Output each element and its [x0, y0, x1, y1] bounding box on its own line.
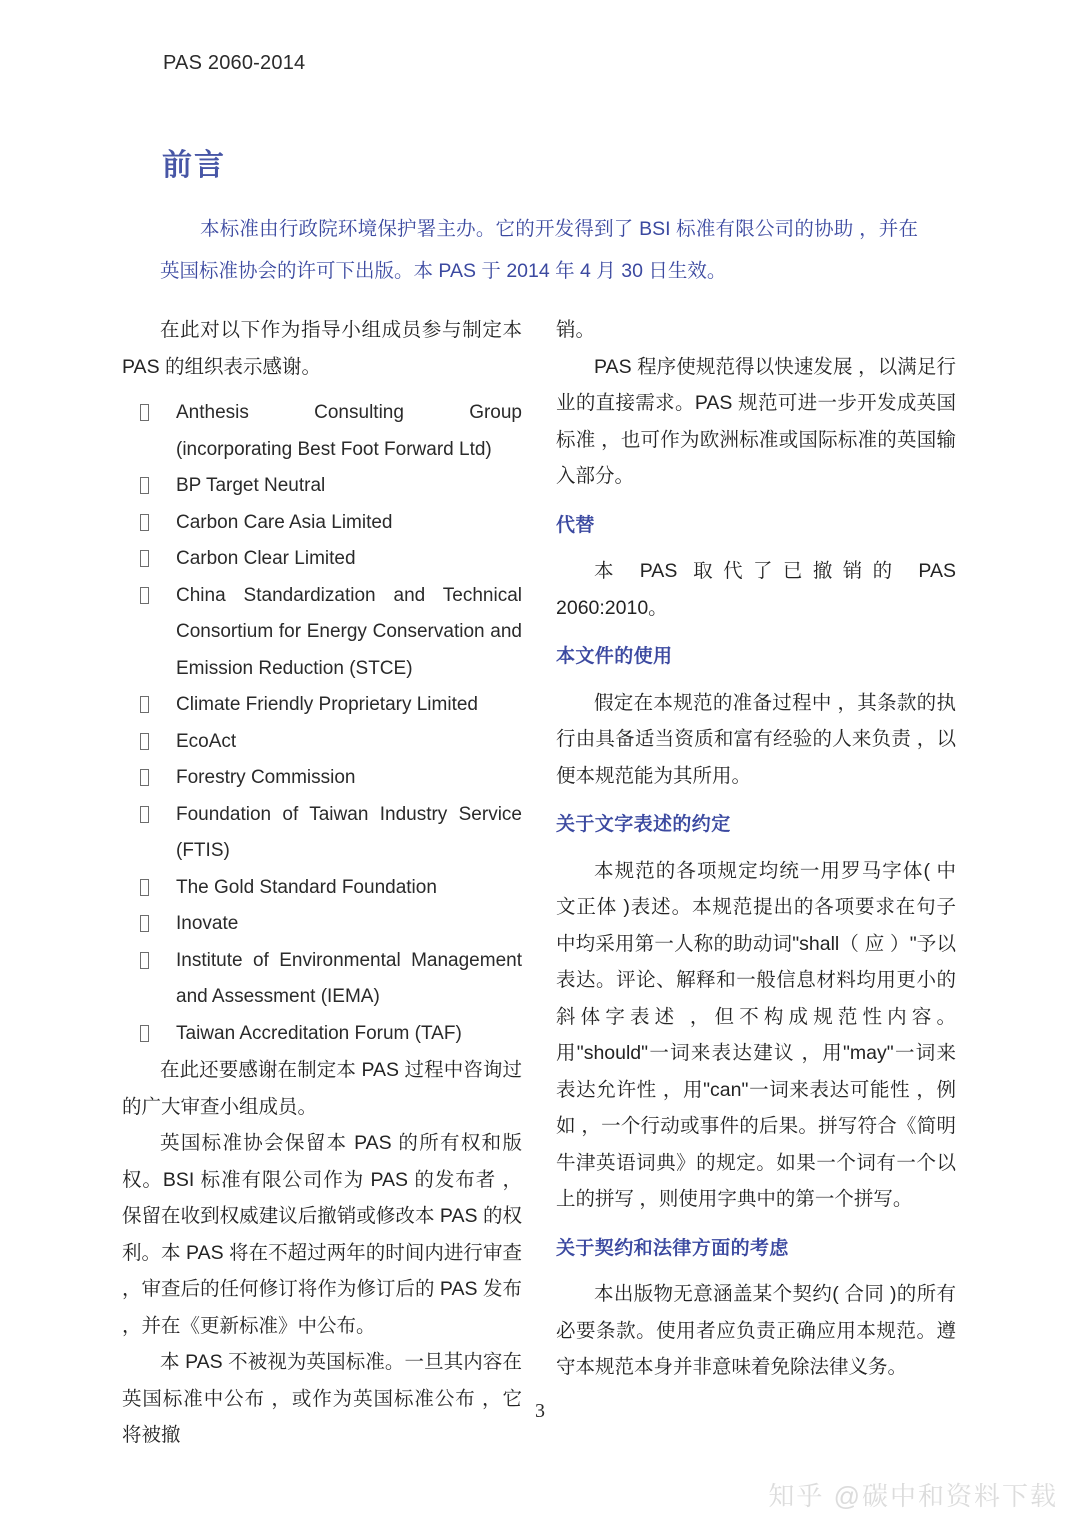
list-item [122, 578, 522, 688]
organization-name: Taiwan Accreditation Forum (TAF) [176, 1022, 462, 1044]
thanks-paragraph: 在此还要感谢在制定本 PAS 过程中咨询过的广大审查小组成员。 [122, 1059, 522, 1118]
organization-name: Foundation of Taiwan Industry Service (FTIS) [176, 803, 522, 861]
page-title: 前言 [162, 149, 226, 182]
bullet-box-icon [140, 587, 149, 604]
watermark: 知乎 @碳中和资料下载 [768, 1481, 1058, 1511]
list-item [122, 797, 522, 870]
list-item [122, 906, 522, 943]
pas-process-paragraph: PAS 程序使规范得以快速发展 ，以满足行业的直接需求。PAS 规范可进一步开发成英国标准 ，也可作为欧洲标准或国际标准的英国输入部分。 [556, 355, 956, 487]
organization-name: Forestry Commission [176, 767, 356, 788]
bullet-box-icon [140, 806, 149, 823]
heading-supersede: 代替 [556, 514, 595, 536]
bullet-box-icon [140, 733, 149, 750]
right-column [556, 312, 956, 1386]
organization-list [122, 395, 522, 1052]
running-header: PAS 2060-2014 [163, 52, 306, 74]
list-item [122, 724, 522, 761]
organization-name: Anthesis Consulting Group (incorporating Best Foot Forward Ltd) [176, 402, 522, 460]
organization-name: Carbon Clear Limited [176, 548, 356, 569]
use-of-document-paragraph: 假定在本规范的准备过程中 ，其条款的执行由具备适当资质和富有经验的人来负责 ，以便本规范能为其所用。 [556, 691, 956, 787]
bullet-box-icon [140, 514, 149, 531]
page-number: 3 [535, 1400, 545, 1422]
bullet-box-icon [140, 404, 149, 421]
list-item [122, 468, 522, 505]
list-item [122, 541, 522, 578]
list-item [122, 1016, 522, 1053]
bullet-box-icon [140, 696, 149, 713]
list-item [122, 943, 522, 1016]
organization-name: Carbon Care Asia Limited [176, 511, 393, 533]
continuation-paragraph: 销。 [556, 319, 596, 341]
supersede-paragraph: 本 PAS 取代了已撤销的 PAS 2060:2010。 [556, 560, 956, 619]
heading-wording-conventions: 关于文字表述的约定 [556, 814, 731, 835]
bullet-box-icon [140, 550, 149, 567]
list-item [122, 505, 522, 542]
copyright-paragraph: 英国标准协会保留本 PAS 的所有权和版权。BSI 标准有限公司作为 PAS 的发布者 ，保留在收到权威建议后撤销或修改本 PAS 的权利。本 PAS 将在不超过两年的时间内进行审查 ，审查后的任何修订将作为修订后的 PAS 发布 ，并在《更新标准》中公布。 [122, 1132, 522, 1337]
organization-name: China Standardization and Technical Consortium for Energy Conservation and Emission Reduction (STCE) [176, 584, 522, 679]
organization-name: Climate Friendly Proprietary Limited [176, 694, 478, 715]
organization-name: Institute of Environmental Management and Assessment (IEMA) [176, 949, 522, 1007]
lead-paragraph: 本标准由行政院环境保护署主办。它的开发得到了 BSI 标准有限公司的协助 ，并在英国标准协会的许可下出版。本 PAS 于 2014 年 4 月 30 日生效。 [160, 218, 918, 282]
wording-conventions-paragraph: 本规范的各项规定均统一用罗马字体( 中文正体 )表述。本规范提出的各项要求在句子中均采用第一人称的助动词"shall（ 应 ）"予以表达。评论、解释和一般信息材料均用更小的斜体字表述 ，但不构成规范性内容。用"should"一词来表达建议 ，用"may"一词来表达允许性 ，用"can"一词来表达可能性 ，例如 ，一个行动或事件的后果。拼写符合《简明牛津英语词典》的规定。如果一个词有一个以上的拼写 ，则使用字典中的第一个拼写。 [556, 859, 956, 1210]
bullet-box-icon [140, 477, 149, 494]
list-item [122, 687, 522, 724]
heading-contractual-legal: 关于契约和法律方面的考虑 [556, 1237, 789, 1259]
contractual-legal-paragraph: 本出版物无意涵盖某个契约( 合同 )的所有必要条款。使用者应负责正确应用本规范。遵守本规范本身并非意味着免除法律义务。 [556, 1283, 956, 1378]
not-british-standard-paragraph: 本 PAS 不被视为英国标准。一旦其内容在英国标准中公布 ，或作为英国标准公布 ，它将被撤 [122, 1351, 522, 1446]
bullet-box-icon [140, 952, 149, 969]
list-item [122, 760, 522, 797]
bullet-box-icon [140, 879, 149, 896]
organization-name: EcoAct [176, 730, 237, 752]
acknowledgement-intro-paragraph: 在此对以下作为指导小组成员参与制定本 PAS 的组织表示感谢。 [122, 319, 522, 378]
organization-name: The Gold Standard Foundation [176, 876, 437, 898]
heading-use-of-document: 本文件的使用 [556, 646, 673, 667]
list-item [122, 870, 522, 907]
organization-name: Inovate [176, 913, 239, 934]
bullet-box-icon [140, 915, 149, 932]
organization-name: BP Target Neutral [176, 475, 326, 496]
left-column [122, 312, 522, 1454]
list-item [122, 395, 522, 468]
bullet-box-icon [140, 769, 149, 786]
bullet-box-icon [140, 1025, 149, 1042]
